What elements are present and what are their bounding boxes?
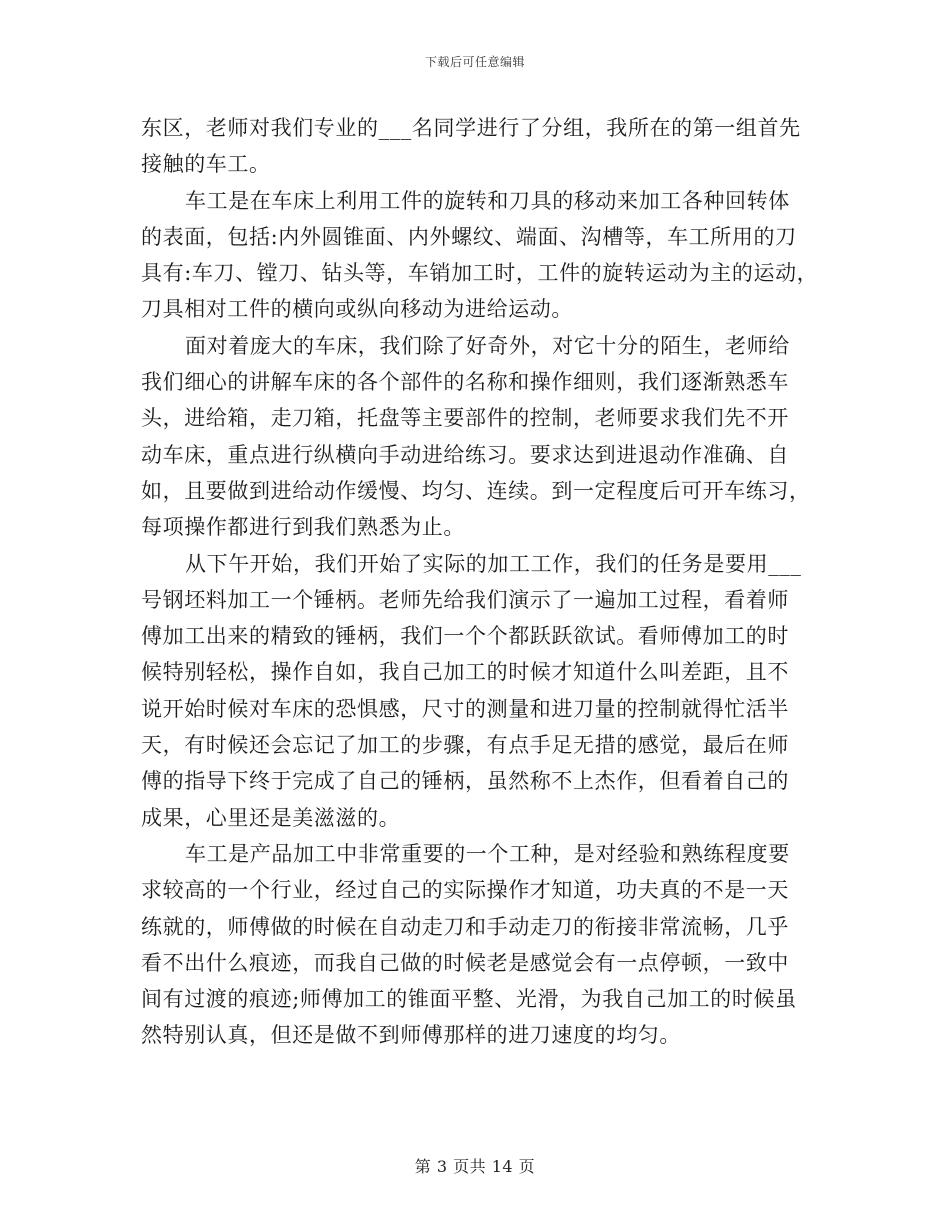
text-line: 如，且要做到进给动作缓慢、均匀、连续。到一定程度后可开车练习， bbox=[141, 478, 811, 503]
text-line: 具有:车刀、镗刀、钻头等，车销加工时，工件的旋转运动为主的运动， bbox=[141, 261, 819, 286]
text-line: 天，有时候还会忘记了加工的步骤，有点手足无措的感觉，最后在师 bbox=[141, 733, 789, 758]
body-text bbox=[141, 110, 819, 1054]
text-line: 每项操作都进行到我们熟悉为止。 bbox=[141, 515, 465, 540]
page-header: 下载后可任意编辑 bbox=[424, 55, 525, 69]
text-line: 接触的车工。 bbox=[141, 152, 271, 177]
text-line: 傅加工出来的精致的锤柄，我们一个个都跃跃欲试。看师傅加工的时 bbox=[141, 624, 789, 649]
text-line: 间有过渡的痕迹;师傅加工的锥面平整、光滑，为我自己加工的时候虽 bbox=[141, 987, 797, 1012]
text-line: 头，进给箱，走刀箱，托盘等主要部件的控制，老师要求我们先不开 bbox=[141, 406, 789, 431]
page-footer: 第 3 页共 14 页 bbox=[414, 1157, 536, 1176]
text-line: 候特别轻松，操作自如，我自己加工的时候才知道什么叫差距，且不 bbox=[141, 660, 789, 685]
text-line: 车工是在车床上利用工件的旋转和刀具的移动来加工各种回转体 bbox=[185, 188, 790, 213]
text-line: 车工是产品加工中非常重要的一个工种，是对经验和熟练程度要 bbox=[185, 841, 790, 866]
text-line: 求较高的一个行业，经过自己的实际操作才知道，功夫真的不是一天 bbox=[141, 878, 789, 903]
text-line: 面对着庞大的车床，我们除了好奇外，对它十分的陌生，老师给 bbox=[185, 333, 790, 358]
text-line: 然特别认真，但还是做不到师傅那样的进刀速度的均匀。 bbox=[141, 1023, 681, 1048]
text-line: 刀具相对工件的横向或纵向移动为进给运动。 bbox=[141, 297, 573, 322]
text-line: 从下午开始，我们开始了实际的加工工作，我们的任务是要用___ bbox=[185, 551, 802, 576]
text-line: 动车床，重点进行纵横向手动进给练习。要求达到进退动作准确、自 bbox=[141, 442, 789, 467]
text-line: 的表面，包括:内外圆锥面、内外螺纹、端面、沟槽等，车工所用的刀 bbox=[141, 224, 797, 249]
text-line: 看不出什么痕迹，而我自己做的时候老是感觉会有一点停顿，一致中 bbox=[141, 950, 789, 975]
text-line: 东区，老师对我们专业的___名同学进行了分组，我所在的第一组首先 bbox=[141, 116, 801, 140]
text-line: 说开始时候对车床的恐惧感，尺寸的测量和进刀量的控制就得忙活半 bbox=[141, 696, 789, 721]
text-line: 成果，心里还是美滋滋的。 bbox=[141, 805, 401, 830]
text-line: 号钢坯料加工一个锤柄。老师先给我们演示了一遍加工过程，看着师 bbox=[141, 587, 789, 612]
text-line: 我们细心的讲解车床的各个部件的名称和操作细则，我们逐渐熟悉车 bbox=[141, 370, 789, 395]
text-line: 练就的，师傅做的时候在自动走刀和手动走刀的衔接非常流畅，几乎 bbox=[141, 914, 789, 939]
text-line: 傅的指导下终于完成了自己的锤柄，虽然称不上杰作，但看着自己的 bbox=[141, 769, 789, 794]
